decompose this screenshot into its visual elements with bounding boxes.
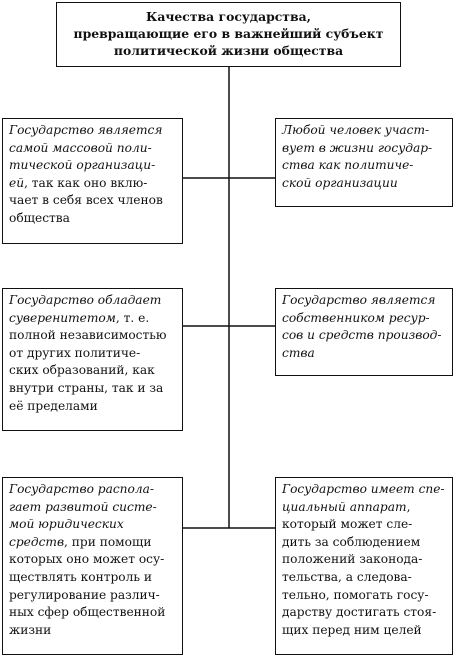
box-text-line: [9, 292, 178, 310]
emphasized-text: ства: [282, 345, 315, 360]
box-text-line: [9, 140, 178, 158]
box-text-line: [282, 157, 448, 175]
emphasized-text: суверенитетом: [9, 310, 116, 325]
box-text-line: [9, 481, 178, 499]
emphasized-text: собственником ресур-: [282, 310, 430, 325]
box-text-line: [9, 122, 178, 140]
emphasized-text: ей: [9, 175, 25, 190]
box-text-line: [9, 499, 178, 517]
title-line: политической жизни общества: [113, 43, 344, 58]
box-text-line: [9, 210, 178, 228]
quality-box-participation: [275, 118, 453, 207]
emphasized-text: мой юридических: [9, 517, 124, 532]
text-segment: дарству достигать стоя-: [282, 605, 437, 620]
box-text-line: [282, 499, 448, 517]
title-line: Качества государства,: [146, 9, 311, 24]
box-text-line: [9, 380, 178, 398]
title-line: превращающие его в важнейший субъект: [73, 26, 384, 41]
text-segment: общества: [9, 210, 70, 225]
emphasized-text: циальный аппарат: [282, 499, 407, 514]
text-segment: , так как оно вклю-: [24, 175, 148, 190]
quality-box-resources-owner: [275, 288, 453, 376]
box-text-line: [282, 604, 448, 622]
text-segment: , при помощи: [64, 534, 152, 549]
box-text-line: [9, 327, 178, 345]
quality-box-sovereignty: [2, 288, 183, 431]
box-text-line: [282, 587, 448, 605]
emphasized-text: средств: [9, 534, 65, 549]
text-segment: полной независимостью: [9, 328, 167, 343]
box-text-line: [9, 534, 178, 552]
box-text-line: [9, 192, 178, 210]
box-text-line: [9, 175, 178, 193]
box-text-line: [9, 551, 178, 569]
text-segment: тельства, а следова-: [282, 569, 412, 584]
emphasized-text: Государство является: [282, 293, 436, 307]
box-text-line: [282, 175, 448, 193]
box-text-line: [9, 569, 178, 587]
text-segment: внутри страны, так и за: [9, 380, 164, 395]
text-segment: который может сле-: [282, 517, 413, 532]
emphasized-text: сов и средств производ-: [282, 328, 442, 343]
emphasized-text: Государство имеет спе-: [282, 482, 445, 496]
box-text-line: [282, 292, 448, 310]
box-text-line: [9, 310, 178, 328]
box-text-line: [9, 157, 178, 175]
box-text-line: [282, 516, 448, 534]
text-segment: от других политиче-: [9, 345, 141, 360]
emphasized-text: тической организаци-: [9, 158, 156, 173]
text-segment: ,: [406, 499, 411, 514]
text-segment: жизни: [9, 622, 52, 637]
title-box: [56, 2, 401, 67]
box-text-line: [282, 345, 448, 363]
box-text-line: [282, 481, 448, 499]
box-text-line: [282, 122, 448, 140]
emphasized-text: Государство является: [9, 123, 163, 137]
emphasized-text: Государство распола-: [9, 482, 155, 496]
box-text-line: [282, 534, 448, 552]
text-segment: , т. е.: [115, 310, 150, 325]
text-segment: чает в себя всех членов: [9, 193, 163, 208]
box-text-line: [282, 327, 448, 345]
quality-box-special-apparatus: [275, 477, 453, 655]
text-segment: тельно, помогать госу-: [282, 587, 429, 602]
quality-box-legal-means: [2, 477, 183, 655]
box-text-line: [282, 551, 448, 569]
box-text-line: [9, 362, 178, 380]
emphasized-text: Любой человек участ-: [282, 123, 430, 137]
box-text-line: [9, 345, 178, 363]
box-text-line: [282, 569, 448, 587]
box-text-line: [9, 604, 178, 622]
box-text-line: [282, 622, 448, 640]
box-text-line: [9, 398, 178, 416]
text-segment: положений законода-: [282, 552, 423, 567]
text-segment: ществлять контроль и: [9, 569, 152, 584]
text-segment: ских образований, как: [9, 363, 155, 378]
quality-box-mass-organization: [2, 118, 183, 244]
text-segment: щих перед ним целей: [282, 622, 422, 637]
box-text-line: [9, 587, 178, 605]
box-text-line: [9, 516, 178, 534]
text-segment: дить за соблюдением: [282, 534, 421, 549]
emphasized-text: ства как политиче-: [282, 158, 414, 173]
emphasized-text: вует в жизни государ-: [282, 140, 433, 155]
text-segment: регулирование различ-: [9, 587, 160, 602]
emphasized-text: Государство обладает: [9, 293, 162, 307]
text-segment: которых оно может осу-: [9, 552, 165, 567]
text-segment: ных сфер общественной: [9, 605, 166, 620]
text-segment: её пределами: [9, 398, 98, 413]
emphasized-text: гает развитой систе-: [9, 499, 157, 514]
emphasized-text: ской организации: [282, 175, 398, 190]
box-text-line: [282, 310, 448, 328]
box-text-line: [9, 622, 178, 640]
emphasized-text: самой массовой поли-: [9, 140, 152, 155]
box-text-line: [282, 140, 448, 158]
